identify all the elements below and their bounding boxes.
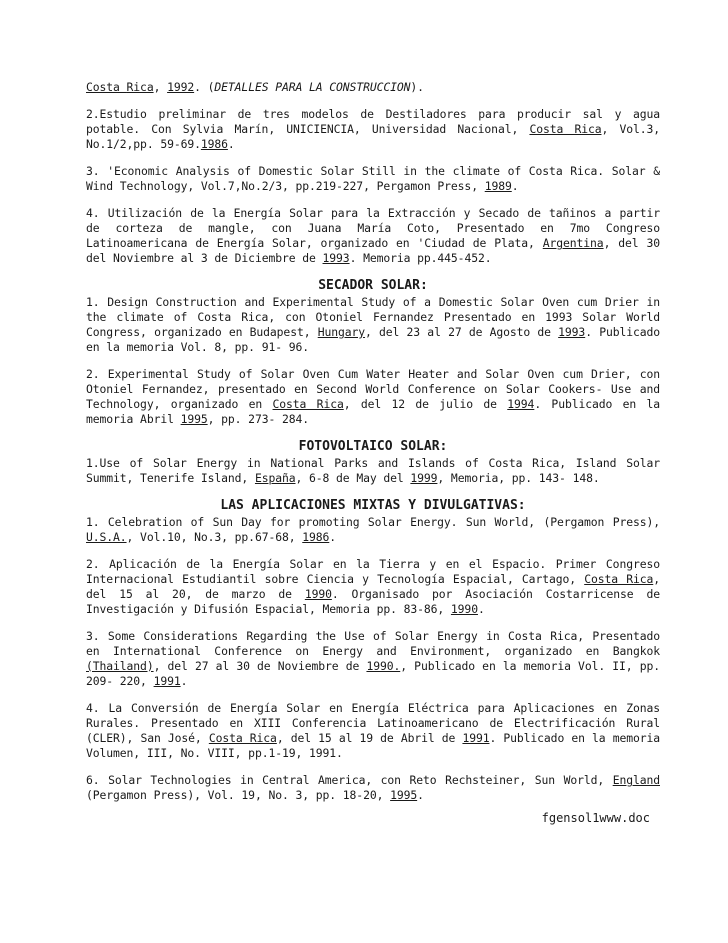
underlined-text: U.S.A.	[86, 530, 127, 544]
paragraph-central-america	[86, 773, 660, 803]
text: 2. Aplicación de la Energía Solar en la Tierra y en el Espacio. Primer Congreso Internacional Estudiantil sobre Ciencia y Tecnología Espacial, Cartago,	[86, 557, 660, 586]
underlined-year: 1993	[322, 251, 350, 265]
underlined-year: 1993	[558, 325, 586, 339]
underlined-year: 1994	[507, 397, 535, 411]
text: 1.Use of Solar Energy in National Parks and Islands of Costa Rica, Island Solar Summit, Tenerife Island,	[86, 456, 660, 485]
underlined-text: England	[612, 773, 660, 787]
underlined-year: 1990.	[366, 659, 401, 673]
section-heading-mixtas: LAS APLICACIONES MIXTAS Y DIVULGATIVAS:	[220, 498, 526, 513]
paragraph-solar-oven-water-heater	[86, 367, 660, 427]
text: 1. Celebration of Sun Day for promoting Solar Energy. Sun World, (Pergamon Press),	[86, 515, 660, 529]
text: 4. Utilización de la Energía Solar para la Extracción y Secado de tañinos a partir de corteza de mangle, con Juana María Coto, Presentado en 7mo Congreso Latinoamericana de Energía Solar, organizado en 'Ciudad de Plata,	[86, 206, 660, 250]
underlined-text: Hungary	[317, 325, 366, 339]
underlined-year: 1999	[410, 471, 438, 485]
underlined-year: 1995	[390, 788, 418, 802]
paragraph-economic-analysis	[86, 164, 660, 194]
text: 3. Some Considerations Regarding the Use of Solar Energy in Costa Rica, Presentado en International Conference on Energy and Environment, organizado en Bangkok	[86, 629, 660, 658]
text: , del 23 al 27 de Agosto de	[365, 325, 559, 339]
text: .	[180, 674, 188, 688]
underlined-year: 1989	[484, 179, 512, 193]
underlined-year: 1990	[304, 587, 332, 601]
text: . Publicado en la memoria Volumen, III, No. VIII, pp.1-19, 1991.	[86, 731, 660, 760]
section-heading-secador: SECADOR SOLAR:	[318, 278, 428, 293]
underlined-text: Costa Rica	[529, 122, 602, 136]
text: , del 15 al 20, de marzo de	[86, 572, 661, 601]
paragraph-considerations	[86, 629, 660, 689]
text: . Publicado en la memoria Abril	[86, 397, 661, 426]
italic-text: DETALLES PARA LA CONSTRUCCION	[214, 80, 411, 94]
text: , del 15 al 19 de Abril de	[276, 731, 463, 745]
text: , del 30 del Noviembre al 3 de Diciembre de	[86, 236, 661, 265]
text: , del 12 de julio de	[343, 397, 508, 411]
text: .	[477, 602, 485, 616]
paragraph-sun-day	[86, 515, 660, 545]
text: 2.Estudio preliminar de tres modelos de Destiladores para producir sal y agua potable. Con Sylvia Marín, UNICIENCIA, Universidad Nacional,	[86, 107, 660, 136]
text: ,	[153, 80, 168, 94]
text: , del 27 al 30 de Noviembre de	[153, 659, 367, 673]
underlined-text: Costa Rica	[208, 731, 277, 745]
paragraph-solar-oven-drier	[86, 295, 660, 355]
text: 1. Design Construction and Experimental Study of a Domestic Solar Oven cum Drier in the climate of Costa Rica, con Otoniel Fernandez Presentado en 1993 Solar World Congress, organizado en Budapest,	[86, 295, 660, 339]
underlined-text: (Thailand)	[86, 659, 154, 673]
section-heading-fotovoltaico: FOTOVOLTAICO SOLAR:	[298, 439, 448, 454]
text: 4. La Conversión de Energía Solar en Energía Eléctrica para Aplicaciones en Zonas Rurales. Presentado en XIII Conferencia Latinoamericano de Electrificación Rural (CLER), San José,	[86, 701, 660, 745]
underlined-text: Argentina	[542, 236, 604, 250]
underlined-year: 1986	[302, 530, 330, 544]
underlined-year: 1991	[153, 674, 181, 688]
paragraph-costa-rica-1992	[86, 80, 660, 95]
paragraph-taninos	[86, 206, 660, 266]
underlined-year: 1995	[180, 412, 208, 426]
underlined-year: 1992	[167, 80, 195, 94]
underlined-text: Costa Rica	[272, 397, 344, 411]
text: ).	[410, 80, 424, 94]
text: .	[417, 788, 424, 802]
text: . Publicado en la memoria Vol. 8, pp. 91- 96.	[86, 325, 661, 354]
underlined-year: 1990	[450, 602, 478, 616]
text: , 6-8 de May del	[295, 471, 411, 485]
text: , Publicado en la memoria Vol. II, pp. 209- 220,	[86, 659, 660, 688]
text: .	[227, 137, 235, 151]
text: . Memoria pp.445-452.	[349, 251, 492, 265]
underlined-text: Costa Rica	[584, 572, 654, 586]
text: 6. Solar Technologies in Central America, con Reto Rechsteiner, Sun World,	[86, 773, 613, 787]
text: , Memoria, pp. 143- 148.	[437, 471, 600, 485]
underlined-text: Costa	[86, 80, 127, 94]
document-page	[86, 80, 660, 825]
text: , Vol.3, No.1/2,pp. 59-69.	[86, 122, 661, 151]
text: . Organisado por Asociación Costarricense de Investigación y Difusión Espacial, Memoria pp. 83-86,	[86, 587, 661, 616]
text: (Pergamon Press), Vol. 19, No. 3, pp. 18-20,	[86, 788, 391, 802]
underlined-year: 1986	[200, 137, 228, 151]
paragraph-destiladores	[86, 107, 660, 152]
text: .	[329, 530, 337, 544]
paragraph-tierra-espacio	[86, 557, 660, 617]
underlined-text: España	[254, 471, 296, 485]
paragraph-conversion	[86, 701, 660, 761]
text: . (	[194, 80, 215, 94]
text: , Vol.10, No.3, pp.67-68,	[126, 530, 303, 544]
text: 3. 'Economic Analysis of Domestic Solar Still in the climate of Costa Rica. Solar & Wind Technology, Vol.7,No.2/3, pp.219-227, Pergamon Press,	[86, 164, 660, 193]
document-filename: fgensol1www.doc	[541, 811, 650, 825]
paragraph-national-parks	[86, 456, 660, 486]
underlined-year: 1991	[462, 731, 490, 745]
text: .	[511, 179, 519, 193]
text: 2. Experimental Study of Solar Oven Cum Water Heater and Solar Oven cum Drier, con Otoniel Fernandez, presentado en Second World Conference on Solar Cookers- Use and Technology, organizado en	[86, 367, 660, 411]
text: , pp. 273- 284.	[207, 412, 310, 426]
underlined-text: Rica	[126, 80, 154, 94]
